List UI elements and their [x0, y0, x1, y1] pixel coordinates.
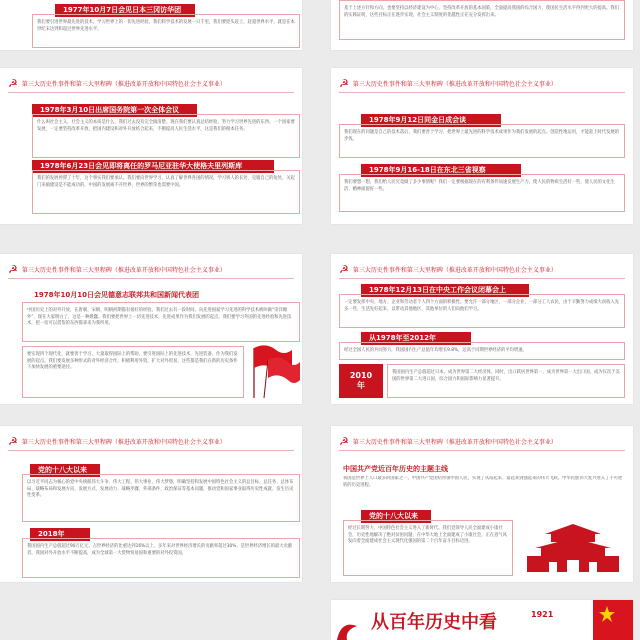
- slide-1[interactable]: [0, 0, 302, 50]
- slide-9-year: 1921: [531, 610, 554, 619]
- slide-2-quote-box: 基于上述方针和方向，也要坚持以经济建设为中心，坚持改革开放的基本国策，全面提高我国的综合国力，使国民生活水平得到更大的提高。我们的实践证明，这些目标正在逐步实现，社会主义制度的优越性正在充分发挥出来。: [339, 0, 625, 40]
- slide-6-header-text: 第三大历史性事件和第三大里程碑（推进改革开放和中国特色社会主义事业）: [352, 266, 557, 274]
- slide-3-event-bar-2: 1978年6月23日会见即将离任的罗马尼亚驻华大使格夫里列斯库: [32, 160, 274, 173]
- slide-6[interactable]: [331, 254, 633, 404]
- slide-1-quote-box: 我们要引进世界最先进的技术，学习世界上的一切先进经验。我们科学技术的发展一日千里，我们要迎头赶上，赶超世界水平，就是在本世纪末达到和超过世界先进水平。: [32, 14, 300, 48]
- slide-3-header-rule: [8, 92, 294, 93]
- red-swirl-icon: [331, 600, 371, 640]
- slide-8-paragraph-1: 我国是世界上人口最多的国家之一。中国共产党团结带领中国人民，实现了从站起来、富起来到强起来的伟大飞跃，中华民族伟大复兴进入了不可逆转的历史进程。: [343, 476, 623, 488]
- slide-6-header: [339, 260, 625, 278]
- party-emblem-icon: ☭: [8, 434, 18, 448]
- slide-8-header-text: 第三大历史性事件和第三大里程碑（推进改革开放和中国特色社会主义事业）: [352, 438, 557, 446]
- slide-6-quote-box-3: 我国国内生产总值超过日本，成为世界第二大经济体。同时，出口跃居世界第一，成为世界第一大出口国，成为仅次于美国的世界第二大进口国，综合国力和国际影响力显著提升。: [387, 364, 625, 398]
- slide-8-header: [339, 432, 625, 450]
- slide-5-quote-box-2: 要实现四个现代化，就要善于学习，大量取得国际上的帮助。要引进国际上的先进技术、先进装备，作为我们发展的起点。我们要发展多种形式的对外经济合作，积极利用外资，扩大对外贸易，这些都是我们在新的历史条件下加快发展的重要途径。: [22, 346, 244, 398]
- slide-8-quote-box: 经过长期努力，中国特色社会主义进入了新时代。我们党领导人民全面建成小康社会，历史性地解决了绝对贫困问题，在中华大地上全面建成了小康社会，正在意气风发向着全面建成社会主义现代化强国的第二个百年奋斗目标迈进。: [343, 520, 513, 576]
- slide-2[interactable]: [331, 0, 633, 50]
- slide-5-title: 1978年10月10日会见德意志联邦共和国新闻代表团: [34, 291, 199, 299]
- slide-8-header-rule: [339, 450, 625, 451]
- slide-9-title: 从百年历史中看: [371, 612, 497, 633]
- slide-6-quote-box-1: 一定要发挥中央、地方、企业和劳动者个人四个方面的积极性。要允许一部分地区、一部分企业、一部分工人农民，由于辛勤努力成绩大而收入先多一些，生活先好起来，以带动其他地区、其他单位的人们向他们学习。: [339, 294, 625, 328]
- tiananmen-icon: [521, 520, 625, 576]
- slide-4-header-text: 第三大历史性事件和第三大里程碑（推进改革开放和中国特色社会主义事业）: [352, 80, 557, 88]
- slide-3-event-bar-1: 1978年3月10日出席国务院第一次全体会议: [32, 104, 197, 117]
- slide-4-quote-box-2: 我们要想一想，我们给人民究竟做了多少事情呢？我们一定要根据现在的有利条件加速发展生产力，使人民的物质生活好一些，使人民的文化生活、精神面貌好一些。: [339, 174, 625, 212]
- party-emblem-icon: ☭: [8, 76, 18, 90]
- slide-5-header-text: 第三大历史性事件和第三大里程碑（推进改革开放和中国特色社会主义事业）: [21, 266, 226, 274]
- slide-1-event-bar: 1977年10月7日会见日本三冈访华团: [55, 4, 195, 17]
- party-emblem-icon: ☭: [339, 434, 349, 448]
- slide-4-header: [339, 74, 625, 92]
- slide-4-event-bar-1: 1978年9月12日同金日成会谈: [361, 114, 501, 127]
- slide-5-quote-box-1: 中国历史上的对外开放，在唐朝、宋朝、明朝初期都有很好的经验。我们过去有一段时间，向先进国家学习先进的科学技术被叫做“崇洋媚外”，现在大家明白了，这是一种愚蠢。我们要把世界上一切先进技术、先进成果作为我们发展的起点。我们要学习外国的先进经验和先进技术，把一切可以借鉴的东西都拿来为我所用。: [22, 302, 300, 342]
- slide-6-year-badge: 2010 年: [339, 364, 383, 398]
- slide-6-quote-box-2: 经过全国人民的共同努力，我国国内生产总值年均增长9.8%，远高于同期世界经济的平均增速。: [339, 342, 625, 360]
- slide-4-event-bar-2: 1978年9月16-18日在东北三省视察: [361, 164, 521, 177]
- slide-8-title: 中国共产党近百年历史的主题主线: [343, 465, 448, 473]
- party-emblem-icon: ☭: [339, 262, 349, 276]
- slide-4-header-rule: [339, 92, 625, 93]
- slide-3-quote-box-2: 我们的发展停滞了十年，这个事实我们要承认。我们要向世界学习，认真了解世界各国的情况，学习别人的长处，克服自己的短处。关起门来搞建设是不能成功的，中国的发展离不开世界，世界的繁荣也需要中国。: [32, 170, 300, 214]
- slide-8-event-bar-1: 党的十八大以来: [361, 510, 431, 523]
- slide-6-event-bar-1: 1978年12月13日在中央工作会议闭幕会上: [361, 284, 529, 297]
- slide-4[interactable]: [331, 68, 633, 224]
- slide-9[interactable]: [331, 600, 633, 640]
- slide-6-event-bar-2: 从1978年至2012年: [361, 332, 471, 345]
- red-flags-icon: [246, 340, 300, 400]
- slide-7-header-text: 第三大历史性事件和第三大里程碑（推进改革开放和中国特色社会主义事业）: [21, 438, 226, 446]
- red-flag-corner-icon: [593, 600, 633, 640]
- slide-5-header-rule: [8, 278, 294, 279]
- slide-7-header: [8, 432, 294, 450]
- slide-8[interactable]: [331, 426, 633, 582]
- party-emblem-icon: ☭: [339, 76, 349, 90]
- slide-7-quote-box-2: 我国国内生产总值超过90万亿元，占世界经济的比重达到16%以上，多年来对世界经济增长的贡献率超过30%，是世界经济增长的最大贡献者。我国对外开放水平不断提高，成为全球第一大货物贸易国和重要的对外投资国。: [22, 538, 300, 578]
- slide-7[interactable]: [0, 426, 302, 582]
- slide-3-header: [8, 74, 294, 92]
- slide-5[interactable]: [0, 254, 302, 404]
- slide-3[interactable]: [0, 68, 302, 224]
- slide-7-event-bar-2: 2018年: [30, 528, 90, 541]
- slide-7-quote-box-1: 以习近平同志为核心的党中央统揽伟大斗争、伟大工程、伟大事业、伟大梦想，明确坚持和发展中国特色社会主义的总目标、总任务、总体布局、战略布局和发展方向、发展方式、发展动力、战略步骤、外部条件、政治保证等基本问题，推动党和国家事业取得历史性成就、发生历史性变革。: [22, 474, 300, 522]
- slide-6-header-rule: [339, 278, 625, 279]
- slide-7-event-bar-1: 党的十八大以来: [30, 464, 100, 477]
- slide-5-header: [8, 260, 294, 278]
- party-emblem-icon: ☭: [8, 262, 18, 276]
- slide-7-header-rule: [8, 450, 294, 451]
- slide-3-header-text: 第三大历史性事件和第三大里程碑（推进改革开放和中国特色社会主义事业）: [21, 80, 226, 88]
- slide-4-quote-box-1: 我们现在的问题是自己的技术落后，我们要善于学习，把世界上最先进的科学技术成果作为我们发展的起点。创造性地运用，才能赶上时代发展的步伐。: [339, 124, 625, 158]
- slide-3-quote-box-1: 什么叫社会主义，社会主义的本质是什么，我们过去没有完全搞清楚。现在我们要认真总结经验，努力学习世界先进的东西。一个国家要发展，一定要坚持改革开放，把国内建设和对外开放结合起来，不断提高人民生活水平，这是我们的根本任务。: [32, 114, 300, 158]
